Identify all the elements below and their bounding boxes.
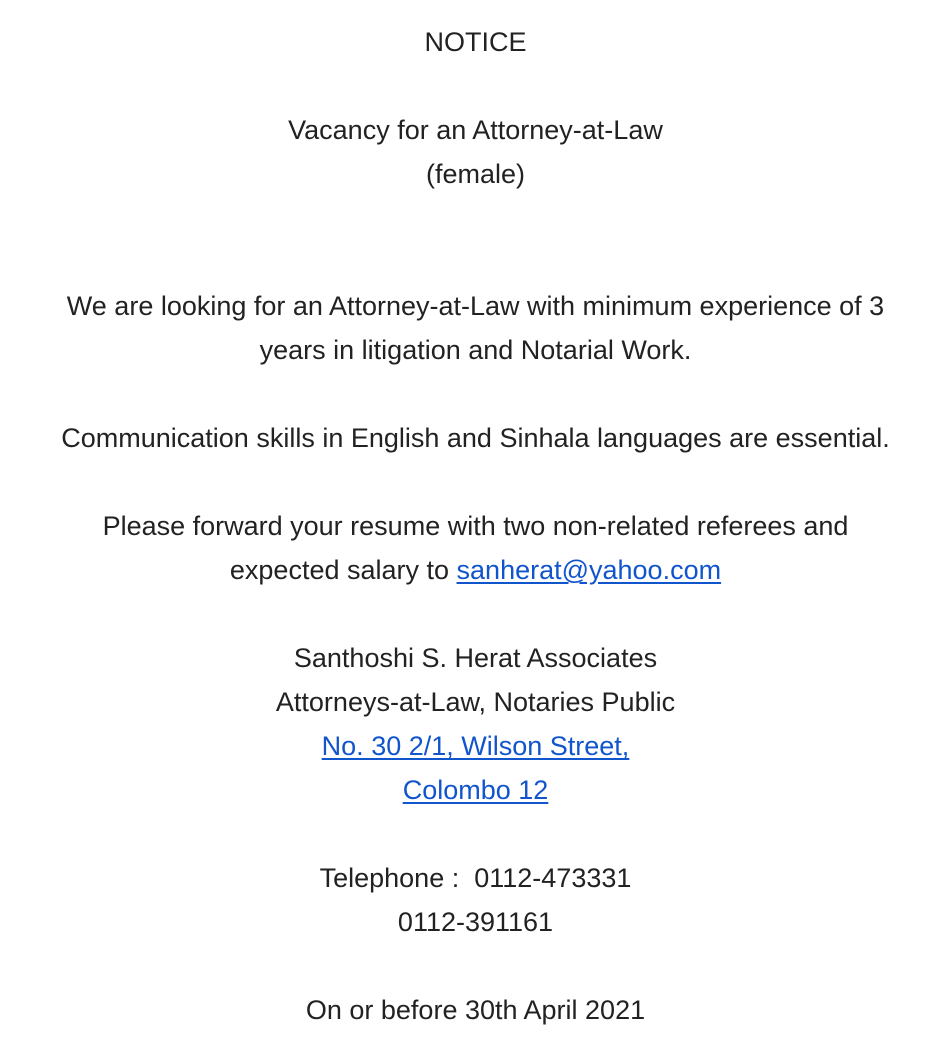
telephone-number-2: 0112-391161 [397,907,554,937]
deadline-text: On or before 30th April 2021 [305,995,646,1025]
apply-text-prefix: expected salary to [229,555,450,585]
notice-heading: NOTICE [424,27,527,57]
firm-role: Attorneys-at-Law, Notaries Public [275,687,676,717]
address-link-line-1[interactable]: No. 30 2/1, Wilson Street, [321,731,630,761]
requirement-text-line-1: We are looking for an Attorney-at-Law with minimum experience of 3 [66,291,885,321]
telephone-label: Telephone : [319,863,460,893]
telephone-line-1 [12,856,939,900]
spacer [12,944,939,988]
vacancy-title: Vacancy for an Attorney-at-Law [288,115,663,145]
spacer [12,196,939,284]
address-line-2 [12,768,939,812]
address-line-1 [12,724,939,768]
apply-text-line-1: Please forward your resume with two non-related referees and [102,511,849,541]
spacer [12,460,939,504]
vacancy-subtitle: (female) [425,159,526,189]
spacer [12,372,939,416]
spacer [12,592,939,636]
firm-name: Santhoshi S. Herat Associates [293,643,658,673]
apply-text-line-2 [12,548,939,592]
email-link[interactable]: sanherat@yahoo.com [456,555,722,585]
requirement-text-line-2: years in litigation and Notarial Work. [259,335,692,365]
address-link-line-2[interactable]: Colombo 12 [402,775,549,805]
spacer [12,64,939,108]
telephone-number-1: 0112-473331 [474,863,632,893]
skills-text: Communication skills in English and Sinhala languages are essential. [61,423,890,453]
spacer [12,812,939,856]
